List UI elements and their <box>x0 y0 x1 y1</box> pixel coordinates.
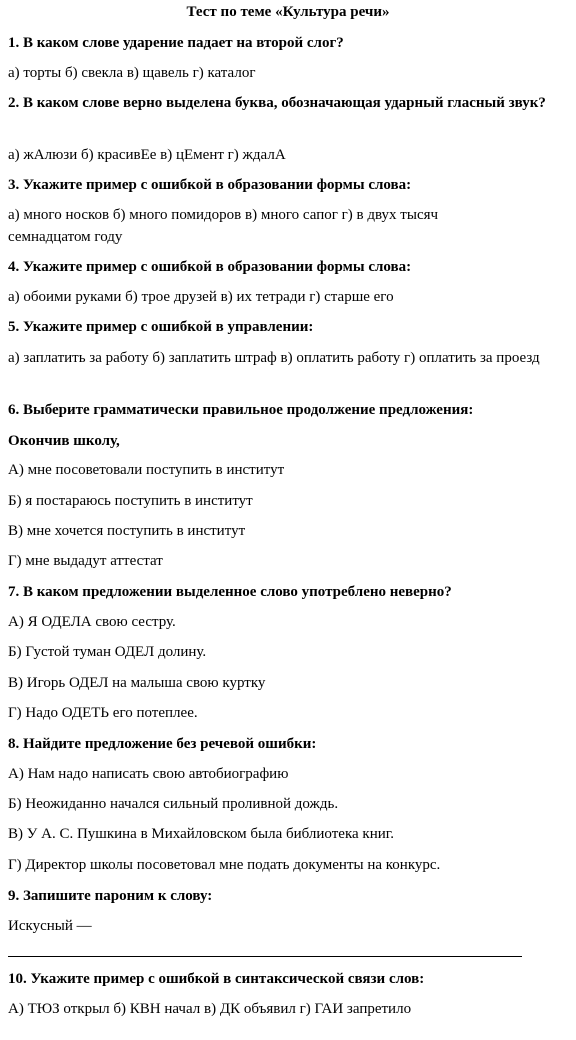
question-7-option-a: А) Я ОДЕЛА свою сестру. <box>8 614 176 630</box>
question-8-option-c: В) У А. С. Пушкина в Михайловском была библиотека книг. <box>8 826 394 842</box>
question-6-option-a: А) мне посоветовали поступить в институт <box>8 462 285 478</box>
question-10: 10. Укажите пример с ошибкой в синтаксической связи слов: <box>8 971 425 987</box>
question-7-option-d: Г) Надо ОДЕТЬ его потеплее. <box>8 705 198 721</box>
question-6-option-c: В) мне хочется поступить в институт <box>8 523 246 539</box>
question-7: 7. В каком предложении выделенное слово употреблено неверно? <box>8 584 452 600</box>
question-1-options: а) торты б) свекла в) щавель г) каталог <box>8 65 256 81</box>
question-9: 9. Запишите пароним к слову: <box>8 888 213 904</box>
question-2-options: а) жАлюзи б) красивЕе в) цЕмент г) ждалА <box>8 147 286 163</box>
question-8: 8. Найдите предложение без речевой ошибки: <box>8 736 317 752</box>
question-7-option-c: В) Игорь ОДЕЛ на малыша свою куртку <box>8 675 266 691</box>
question-8-option-a: А) Нам надо написать свою автобиографию <box>8 766 289 782</box>
question-4-options: а) обоими руками б) трое друзей в) их тетради г) старше его <box>8 289 394 305</box>
question-10-options: А) ТЮЗ открыл б) КВН начал в) ДК объявил г) ГАИ запретило <box>8 1001 412 1017</box>
question-8-option-d: Г) Директор школы посоветовал мне подать документы на конкурс. <box>8 857 441 873</box>
answer-line <box>8 956 522 957</box>
question-1: 1. В каком слове ударение падает на второй слог? <box>8 35 344 51</box>
question-2: 2. В каком слове верно выделена буква, обозначающая ударный гласный звук? <box>8 95 546 111</box>
question-9-prompt: Искусный — <box>8 918 92 934</box>
question-7-option-b: Б) Густой туман ОДЕЛ долину. <box>8 644 207 660</box>
question-6: 6. Выберите грамматически правильное продолжение предложения: <box>8 402 474 418</box>
question-5: 5. Укажите пример с ошибкой в управлении: <box>8 319 314 335</box>
question-6-stem: Окончив школу, <box>8 433 120 449</box>
question-3: 3. Укажите пример с ошибкой в образовании формы слова: <box>8 177 412 193</box>
question-8-option-b: Б) Неожиданно начался сильный проливной дождь. <box>8 796 339 812</box>
question-3-options: а) много носков б) много помидоров в) много сапог г) в двух тысяч семнадцатом году <box>8 207 439 245</box>
question-5-options: а) заплатить за работу б) заплатить штраф в) оплатить работу г) оплатить за проезд <box>8 350 540 366</box>
document-title: Тест по теме «Культура речи» <box>186 4 390 20</box>
question-4: 4. Укажите пример с ошибкой в образовании формы слова: <box>8 259 412 275</box>
question-6-option-b: Б) я постараюсь поступить в институт <box>8 493 253 509</box>
question-6-option-d: Г) мне выдадут аттестат <box>8 553 163 569</box>
